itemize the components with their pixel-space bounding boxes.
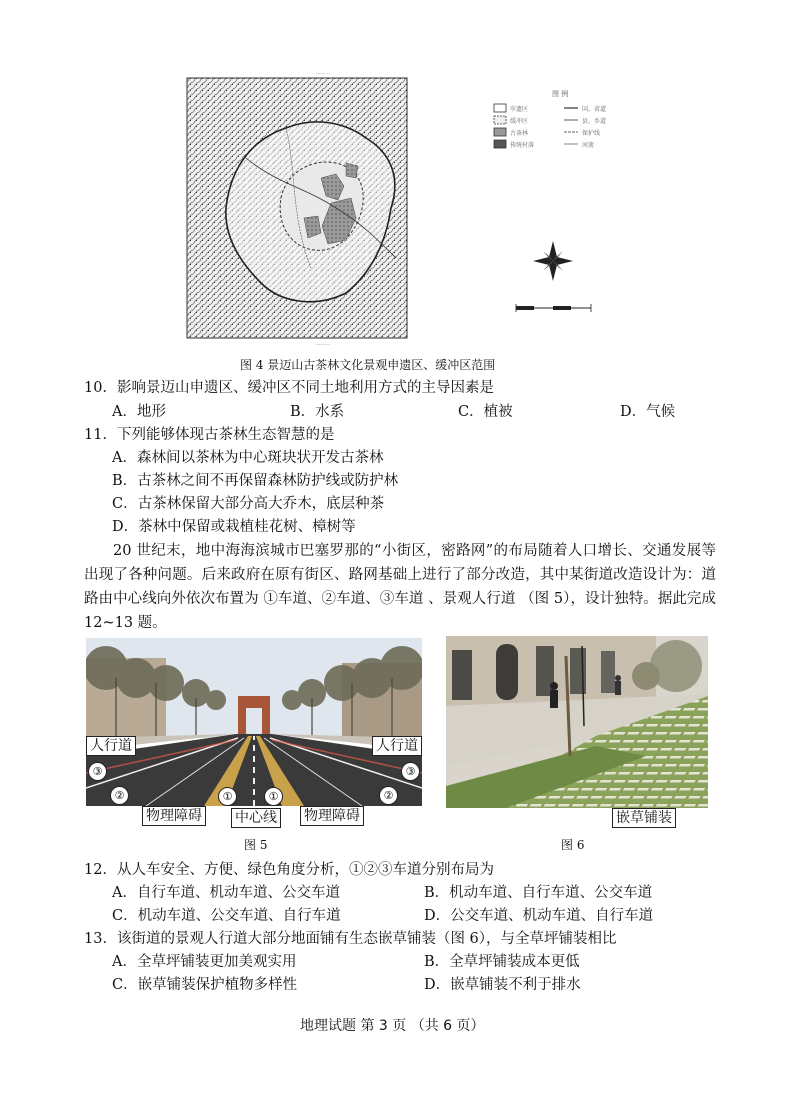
legend-item-7: 保护线 — [582, 130, 601, 137]
scale-bar — [516, 304, 591, 312]
q11-option-d: D．茶林中保留或栽植桂花树、樟树等 — [112, 519, 356, 535]
legend-title: 图 例 — [552, 90, 569, 98]
compass-icon — [533, 241, 573, 281]
legend-item-2: 缓冲区 — [510, 118, 529, 125]
circle-1-left: ① — [218, 787, 237, 806]
figure-5-caption: 图 5 — [244, 838, 268, 852]
q11-option-b: B．古茶林之间不再保留森林防护线或防护林 — [112, 473, 399, 489]
label-grass-paving: 嵌草铺装 — [612, 808, 676, 828]
q10-option-a: A．地形 — [112, 404, 166, 420]
circle-1-right: ① — [264, 787, 283, 806]
label-center-line: 中心线 — [231, 808, 281, 828]
figure-4-caption: 图 4 景迈山古茶林文化景观申遗区、缓冲区范围 — [240, 358, 496, 372]
figure-4 — [186, 68, 606, 348]
svg-text:·········: ········· — [316, 342, 331, 348]
circle-2-right: ② — [379, 786, 398, 805]
label-sidewalk-left: 人行道 — [86, 736, 136, 756]
circle-3-left: ③ — [88, 762, 107, 781]
q11-option-a: A．森林间以茶林为中心斑块状开发古茶林 — [112, 450, 384, 466]
q12-option-a: A．自行车道、机动车道、公交车道 — [112, 885, 340, 901]
circle-2-left: ② — [110, 786, 129, 805]
figure-5 — [86, 638, 422, 806]
legend-item-5: 国、省道 — [582, 106, 606, 113]
street-photo — [86, 638, 422, 806]
svg-text:·········: ········· — [316, 71, 331, 77]
q10-option-c: C．植被 — [458, 404, 513, 420]
q13-stem: 13．该街道的景观人行道大部分地面铺有生态嵌草铺装（图 6），与全草坪铺装相比 — [84, 931, 617, 947]
q12-stem: 12．从人车安全、方便、绿色角度分析，①②③车道分别布局为 — [84, 862, 494, 878]
q10-stem: 10．影响景迈山申遗区、缓冲区不同土地利用方式的主导因素是 — [84, 380, 494, 396]
circle-3-right: ③ — [401, 762, 420, 781]
q13-option-b: B．全草坪铺装成本更低 — [424, 954, 580, 970]
map-legend — [494, 89, 606, 149]
legend-item-3: 古茶林 — [510, 130, 529, 137]
q12-option-b: B．机动车道、自行车道、公交车道 — [424, 885, 653, 901]
q10-option-b: B．水系 — [290, 404, 345, 420]
q11-option-c: C．古茶林保留大部分高大乔木，底层种茶 — [112, 496, 385, 512]
legend-item-8: 河流 — [582, 142, 595, 149]
figure-6-caption: 图 6 — [561, 838, 585, 852]
q10-option-d: D．气候 — [620, 404, 676, 420]
map-image — [186, 68, 606, 348]
q12-option-d: D．公交车道、机动车道、自行车道 — [424, 908, 654, 924]
label-sidewalk-right: 人行道 — [372, 736, 422, 756]
grass-paving-photo — [446, 636, 708, 808]
q11-stem: 11．下列能够体现古茶林生态智慧的是 — [84, 427, 335, 443]
q12-option-c: C．机动车道、公交车道、自行车道 — [112, 908, 341, 924]
q13-option-d: D．嵌草铺装不利于排水 — [424, 977, 581, 993]
label-barrier-left: 物理障碍 — [142, 806, 206, 826]
figure-6 — [446, 636, 708, 808]
legend-item-4: 传统村落 — [510, 142, 535, 149]
label-barrier-right: 物理障碍 — [300, 806, 364, 826]
page-footer: 地理试题 第 3 页 （共 6 页） — [300, 1018, 485, 1034]
legend-item-1: 申遗区 — [510, 106, 529, 113]
q13-option-a: A．全草坪铺装更加美观实用 — [112, 954, 297, 970]
q13-option-c: C．嵌草铺装保护植物多样性 — [112, 977, 298, 993]
passage-text: 20 世纪末，地中海海滨城市巴塞罗那的“小街区，密路网”的布局随着人口增长、交通发展等出现了各种问题。后来政府在原有街区、路网基础上进行了部分改造，其中某街道改造设计为：道路由中心线向外依次布置为 ①车道、②车道、③车道 、景观人行道 （图 5），设计独特。据此完成 12~13 题。 — [84, 543, 716, 631]
legend-item-6: 县、乡道 — [582, 118, 606, 125]
